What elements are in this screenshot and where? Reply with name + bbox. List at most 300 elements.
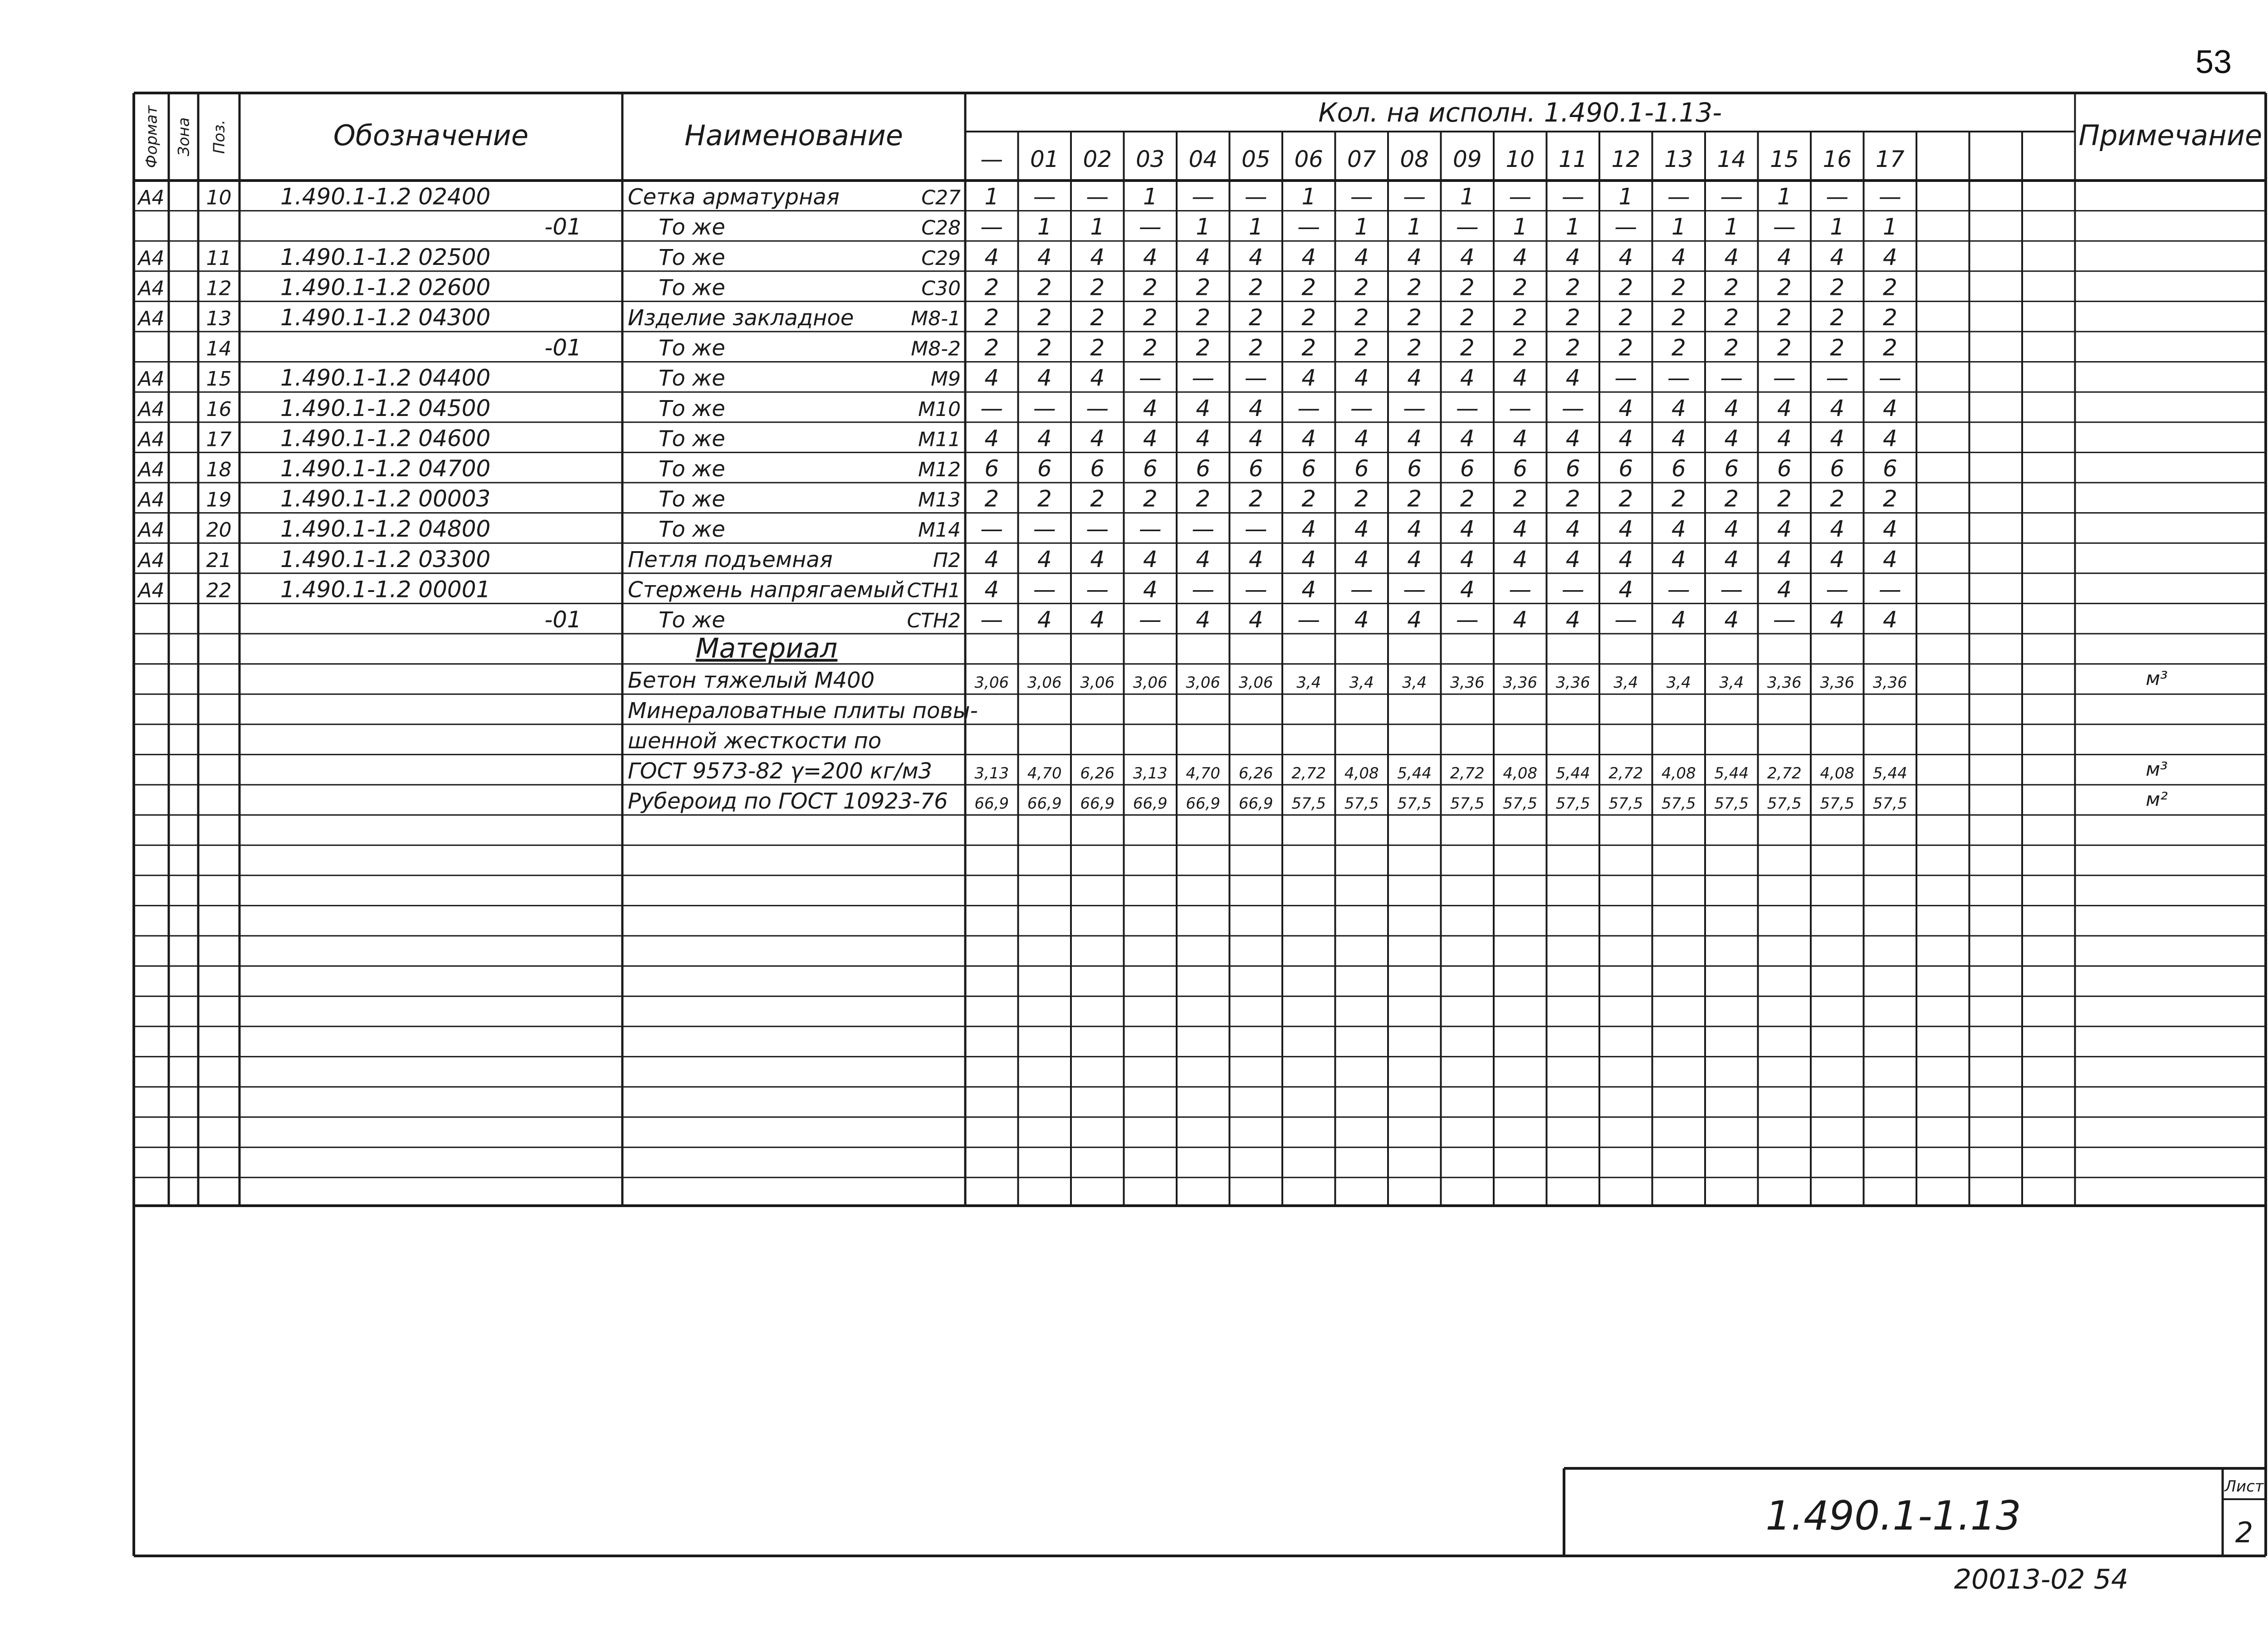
- qty-cell: 6: [1618, 455, 1633, 482]
- qty-cell: 3,06: [1238, 674, 1273, 692]
- qty-cell: 4: [984, 365, 999, 391]
- qty-cell: 4: [1618, 395, 1633, 421]
- qty-cell: 57,5: [1767, 794, 1802, 813]
- qty-cell: 2: [1090, 485, 1105, 512]
- qty-cell: 2: [1830, 334, 1845, 361]
- qty-cell: 1: [1565, 214, 1580, 240]
- qty-cell: 2: [1513, 304, 1528, 331]
- qty-cell: 57,5: [1397, 794, 1432, 813]
- qty-cell: 2: [1090, 304, 1105, 331]
- qty-cell: 1: [1196, 214, 1211, 240]
- qty-cell: 4: [1565, 606, 1580, 633]
- qty-cell: 6: [1090, 455, 1105, 482]
- qty-cell: —: [1350, 576, 1373, 603]
- qty-cell: 4: [1882, 244, 1897, 270]
- name-cell: То же: [659, 486, 725, 512]
- format-cell: А4: [138, 458, 165, 481]
- mark-cell: М9: [931, 367, 961, 391]
- qty-cell: 2: [1777, 274, 1792, 301]
- qty-cell: 2: [1830, 304, 1845, 331]
- qty-cell: 4: [1354, 365, 1369, 391]
- qty-cell: 2: [1618, 485, 1633, 512]
- qty-cell: 4: [1248, 395, 1263, 421]
- qty-cell: 3,06: [1186, 674, 1221, 692]
- qty-cell: 4: [1513, 546, 1528, 572]
- qty-cell: 1: [1354, 214, 1369, 240]
- qty-cell: —: [1297, 214, 1320, 240]
- qty-cell: 4: [1196, 425, 1211, 452]
- qty-cell: 4,08: [1344, 764, 1379, 782]
- qty-cell: 2: [1037, 485, 1052, 512]
- designation-cell: 1.490.1-1.2 00001: [280, 576, 491, 603]
- qty-cell: 3,06: [974, 674, 1009, 692]
- qty-cell: 4,08: [1503, 764, 1538, 782]
- qty-cell: —: [1826, 576, 1849, 603]
- document-code: 1.490.1-1.13: [1765, 1492, 2021, 1539]
- name-cell: Изделие закладное: [628, 305, 854, 331]
- qty-cell: 6: [1671, 455, 1686, 482]
- qty-cell: 4: [1248, 425, 1263, 452]
- qty-cell: —: [1350, 395, 1373, 421]
- qty-cell: 6: [1724, 455, 1739, 482]
- format-cell: А4: [138, 548, 165, 572]
- qty-cell: 2: [1090, 334, 1105, 361]
- qty-cell: 1: [1301, 183, 1316, 210]
- qty-cell: 2: [1301, 274, 1316, 301]
- name-cell: Минераловатные плиты повы-: [628, 698, 978, 724]
- qty-cell: —: [1086, 395, 1109, 421]
- qty-cell: —: [1086, 183, 1109, 210]
- qty-cell: 3,4: [1666, 674, 1691, 692]
- qty-cell: 1: [1460, 183, 1475, 210]
- variant-header: 16: [1823, 146, 1852, 172]
- qty-cell: 57,5: [1661, 794, 1696, 813]
- note-cell: м³: [2146, 758, 2168, 780]
- qty-cell: 3,4: [1402, 674, 1427, 692]
- qty-cell: 4: [1301, 425, 1316, 452]
- variant-header: 09: [1452, 146, 1482, 172]
- footer-stamp: 20013-02 54: [1954, 1564, 2129, 1595]
- name-cell: То же: [659, 456, 725, 482]
- qty-cell: 4: [1301, 365, 1316, 391]
- mark-cell: М10: [918, 397, 961, 421]
- variant-header: 05: [1241, 146, 1271, 172]
- qty-cell: 4: [1248, 606, 1263, 633]
- qty-cell: 2: [1460, 274, 1475, 301]
- mark-cell: М8-2: [911, 337, 961, 361]
- qty-cell: 66,9: [1080, 794, 1115, 813]
- mark-cell: СТН2: [907, 609, 961, 632]
- qty-cell: 2: [1513, 274, 1528, 301]
- qty-cell: —: [1509, 183, 1532, 210]
- qty-cell: 1: [1618, 183, 1633, 210]
- name-cell: Сетка арматурная: [628, 184, 840, 210]
- name-cell: То же: [659, 396, 725, 421]
- name-cell: Рубероид по ГОСТ 10923-76: [628, 788, 948, 814]
- qty-cell: 4: [1618, 425, 1633, 452]
- qty-cell: 2,72: [1450, 764, 1485, 782]
- qty-cell: 4: [1143, 576, 1158, 603]
- qty-cell: 5,44: [1872, 764, 1907, 782]
- qty-cell: —: [1456, 395, 1479, 421]
- qty-cell: 4: [1143, 425, 1158, 452]
- qty-cell: 4: [1460, 244, 1475, 270]
- qty-cell: 3,36: [1555, 674, 1590, 692]
- qty-cell: 2: [1407, 304, 1422, 331]
- qty-cell: 4: [1724, 516, 1739, 543]
- format-cell: А4: [138, 246, 165, 270]
- qty-cell: 2: [1882, 274, 1897, 301]
- qty-cell: 2: [984, 304, 999, 331]
- qty-cell: 2: [1618, 334, 1633, 361]
- designation-cell: -01: [544, 334, 582, 361]
- qty-cell: 57,5: [1714, 794, 1749, 813]
- qty-cell: 2: [1882, 304, 1897, 331]
- qty-cell: 66,9: [974, 794, 1009, 813]
- qty-cell: 2: [1460, 334, 1475, 361]
- qty-cell: 6: [1777, 455, 1792, 482]
- pos-cell: 11: [206, 246, 232, 270]
- qty-cell: 3,06: [1133, 674, 1168, 692]
- qty-cell: —: [1192, 516, 1215, 543]
- qty-cell: 4: [1196, 606, 1211, 633]
- qty-cell: 57,5: [1344, 794, 1379, 813]
- qty-cell: 4: [1565, 546, 1580, 572]
- qty-cell: 6: [1830, 455, 1845, 482]
- qty-cell: —: [1614, 214, 1637, 240]
- qty-cell: 4: [1407, 516, 1422, 543]
- qty-cell: 6: [1143, 455, 1158, 482]
- qty-cell: —: [1456, 214, 1479, 240]
- qty-cell: 4: [1248, 546, 1263, 572]
- name-cell: То же: [659, 335, 725, 361]
- qty-cell: —: [1773, 606, 1796, 633]
- qty-cell: 2: [1301, 485, 1316, 512]
- qty-cell: 1: [1671, 214, 1686, 240]
- name-cell: То же: [659, 215, 725, 240]
- qty-cell: 57,5: [1872, 794, 1907, 813]
- qty-cell: —: [1509, 576, 1532, 603]
- designation-cell: 1.490.1-1.2 00003: [280, 485, 491, 512]
- qty-cell: —: [1139, 214, 1162, 240]
- qty-cell: —: [1139, 606, 1162, 633]
- qty-cell: 2: [1248, 274, 1263, 301]
- note-cell: м³: [2146, 667, 2168, 690]
- qty-cell: —: [1403, 576, 1426, 603]
- qty-cell: —: [1192, 576, 1215, 603]
- mark-cell: С29: [921, 246, 961, 270]
- name-cell: Бетон тяжелый М400: [628, 668, 875, 694]
- qty-cell: 6: [1037, 455, 1052, 482]
- name-cell: То же: [659, 607, 725, 633]
- format-cell: А4: [138, 518, 165, 542]
- designation-cell: 1.490.1-1.2 02600: [280, 274, 491, 301]
- qty-cell: 4: [1143, 395, 1158, 421]
- designation-cell: 1.490.1-1.2 04500: [280, 395, 491, 421]
- qty-cell: 4: [1090, 244, 1105, 270]
- qty-cell: 6: [1301, 455, 1316, 482]
- qty-cell: 57,5: [1503, 794, 1538, 813]
- qty-cell: 2: [1143, 274, 1158, 301]
- qty-cell: 3,4: [1349, 674, 1374, 692]
- qty-cell: 57,5: [1450, 794, 1485, 813]
- qty-cell: 4: [984, 576, 999, 603]
- qty-cell: 4: [1830, 244, 1845, 270]
- qty-cell: —: [1878, 365, 1901, 391]
- variant-header: 10: [1505, 146, 1535, 172]
- qty-cell: 2: [1354, 304, 1369, 331]
- qty-cell: 3,4: [1719, 674, 1744, 692]
- qty-cell: 4: [984, 244, 999, 270]
- qty-cell: —: [1139, 516, 1162, 543]
- name-cell: То же: [659, 426, 725, 452]
- qty-cell: 4: [1777, 395, 1792, 421]
- qty-cell: 2: [1777, 304, 1792, 331]
- qty-cell: 2,72: [1608, 764, 1643, 782]
- qty-cell: 2: [1090, 274, 1105, 301]
- qty-cell: —: [1350, 183, 1373, 210]
- qty-cell: 1: [1724, 214, 1739, 240]
- qty-cell: 4: [1354, 516, 1369, 543]
- mark-cell: М12: [918, 458, 961, 481]
- qty-cell: 2: [1354, 274, 1369, 301]
- qty-cell: 2: [1407, 334, 1422, 361]
- name-cell: То же: [659, 244, 725, 270]
- variant-header: 17: [1875, 146, 1905, 172]
- format-cell: А4: [138, 579, 165, 602]
- qty-cell: 1: [1090, 214, 1105, 240]
- variant-header: 07: [1347, 146, 1376, 172]
- qty-cell: 2: [1724, 304, 1739, 331]
- qty-cell: 3,06: [1080, 674, 1115, 692]
- qty-cell: 2: [1143, 304, 1158, 331]
- qty-cell: 66,9: [1027, 794, 1062, 813]
- qty-cell: 2: [984, 485, 999, 512]
- qty-cell: 4: [1724, 395, 1739, 421]
- qty-cell: —: [1244, 365, 1267, 391]
- qty-cell: 4: [1037, 546, 1052, 572]
- qty-cell: 4: [1618, 244, 1633, 270]
- variant-header: 12: [1611, 146, 1641, 172]
- qty-cell: 4: [1882, 395, 1897, 421]
- qty-cell: 4: [1618, 576, 1633, 603]
- qty-cell: —: [980, 606, 1003, 633]
- pos-cell: 17: [206, 428, 232, 451]
- qty-cell: 2: [1037, 304, 1052, 331]
- qty-cell: 2: [1513, 334, 1528, 361]
- variant-header: 15: [1769, 146, 1799, 172]
- qty-cell: 4: [1407, 546, 1422, 572]
- sheet-number: 2: [2235, 1516, 2253, 1549]
- qty-cell: 4: [1196, 395, 1211, 421]
- variant-header: 14: [1717, 146, 1746, 172]
- qty-cell: 4: [1196, 546, 1211, 572]
- qty-cell: —: [1033, 576, 1056, 603]
- qty-cell: 2: [1037, 334, 1052, 361]
- qty-cell: 4: [1671, 606, 1686, 633]
- qty-cell: 4: [1830, 516, 1845, 543]
- qty-cell: 4: [1513, 365, 1528, 391]
- qty-cell: —: [1826, 183, 1849, 210]
- qty-cell: 2: [1882, 334, 1897, 361]
- qty-cell: 4: [1407, 425, 1422, 452]
- designation-cell: 1.490.1-1.2 04600: [280, 425, 491, 452]
- qty-cell: 4: [1301, 546, 1316, 572]
- pos-cell: 15: [206, 367, 232, 391]
- name-cell: То же: [659, 366, 725, 391]
- qty-cell: 2: [1724, 334, 1739, 361]
- table-text: [137, 97, 2264, 1595]
- format-cell: А4: [138, 488, 165, 512]
- qty-cell: —: [1667, 576, 1690, 603]
- qty-cell: 3,13: [1133, 764, 1168, 782]
- pos-cell: 22: [206, 579, 232, 602]
- header-designation: Обозначение: [333, 119, 529, 152]
- format-cell: А4: [138, 307, 165, 330]
- qty-cell: 5,44: [1555, 764, 1590, 782]
- qty-cell: 4: [1301, 576, 1316, 603]
- qty-cell: 4: [1090, 606, 1105, 633]
- name-cell: ГОСТ 9573-82 γ=200 кг/м3: [628, 758, 933, 784]
- qty-cell: 4: [1882, 546, 1897, 572]
- qty-cell: 2: [984, 334, 999, 361]
- qty-cell: 2: [1565, 274, 1580, 301]
- pos-cell: 20: [206, 518, 232, 542]
- qty-cell: 2: [1830, 274, 1845, 301]
- qty-cell: 4: [1565, 425, 1580, 452]
- qty-cell: 6: [1407, 455, 1422, 482]
- qty-cell: 4: [1830, 425, 1845, 452]
- qty-cell: —: [1509, 395, 1532, 421]
- qty-cell: 4: [1777, 576, 1792, 603]
- qty-cell: 2: [1248, 485, 1263, 512]
- qty-cell: 1: [1143, 183, 1158, 210]
- qty-cell: —: [1192, 183, 1215, 210]
- qty-cell: —: [1561, 395, 1584, 421]
- qty-cell: 2: [1618, 304, 1633, 331]
- qty-cell: 4: [1882, 516, 1897, 543]
- qty-cell: —: [1773, 365, 1796, 391]
- qty-cell: 2: [1671, 485, 1686, 512]
- qty-cell: 6: [1196, 455, 1211, 482]
- pos-cell: 13: [206, 307, 232, 330]
- qty-cell: 3,36: [1767, 674, 1802, 692]
- format-cell: А4: [138, 186, 165, 210]
- pos-cell: 18: [206, 458, 232, 481]
- qty-cell: 6: [984, 455, 999, 482]
- qty-cell: 4: [1513, 606, 1528, 633]
- name-cell: шенной жесткости по: [628, 728, 882, 754]
- qty-cell: 4: [984, 425, 999, 452]
- qty-cell: —: [1720, 365, 1743, 391]
- pos-cell: 12: [206, 277, 232, 300]
- header-zone: Зона: [175, 117, 193, 156]
- qty-cell: —: [980, 516, 1003, 543]
- qty-cell: 4: [1671, 395, 1686, 421]
- qty-cell: 4: [1724, 606, 1739, 633]
- name-cell: То же: [659, 517, 725, 543]
- qty-cell: 4: [1565, 516, 1580, 543]
- qty-cell: 2: [1565, 485, 1580, 512]
- section-heading: Материал: [695, 632, 838, 665]
- qty-cell: 2: [1301, 334, 1316, 361]
- qty-cell: —: [1086, 576, 1109, 603]
- qty-cell: —: [1297, 606, 1320, 633]
- variant-header: 02: [1083, 146, 1112, 172]
- qty-cell: 2: [1196, 334, 1211, 361]
- qty-cell: 2: [1671, 334, 1686, 361]
- qty-cell: 4: [1830, 606, 1845, 633]
- qty-cell: 4: [1143, 244, 1158, 270]
- qty-cell: 4: [1671, 244, 1686, 270]
- qty-cell: —: [1403, 183, 1426, 210]
- qty-cell: —: [1878, 576, 1901, 603]
- qty-cell: —: [1614, 365, 1637, 391]
- qty-cell: 4: [1037, 244, 1052, 270]
- sheet-label: Лист: [2224, 1477, 2264, 1496]
- format-cell: А4: [138, 367, 165, 391]
- mark-cell: С30: [921, 277, 961, 300]
- qty-cell: —: [1773, 214, 1796, 240]
- mark-cell: С27: [921, 186, 961, 210]
- qty-cell: 2: [1777, 334, 1792, 361]
- qty-cell: —: [1139, 365, 1162, 391]
- qty-cell: 4: [1671, 546, 1686, 572]
- qty-cell: 2: [1354, 334, 1369, 361]
- qty-cell: 4: [1090, 546, 1105, 572]
- variant-header: 03: [1135, 146, 1165, 172]
- pos-cell: 14: [206, 337, 232, 361]
- qty-cell: 4: [1618, 516, 1633, 543]
- qty-cell: 4: [1037, 425, 1052, 452]
- qty-cell: 6,26: [1080, 764, 1115, 782]
- qty-cell: —: [1033, 395, 1056, 421]
- qty-cell: 1: [1513, 214, 1528, 240]
- qty-cell: —: [1720, 183, 1743, 210]
- qty-cell: 4: [1565, 244, 1580, 270]
- qty-cell: 4: [1460, 425, 1475, 452]
- qty-cell: 57,5: [1820, 794, 1855, 813]
- qty-cell: —: [1244, 576, 1267, 603]
- qty-cell: 57,5: [1608, 794, 1643, 813]
- variant-header: 06: [1294, 146, 1324, 172]
- header-qty: Кол. на исполн. 1.490.1-1.13-: [1318, 97, 1722, 128]
- qty-cell: 4: [1882, 606, 1897, 633]
- designation-cell: 1.490.1-1.2 02500: [280, 244, 491, 270]
- qty-cell: 6: [1354, 455, 1369, 482]
- qty-cell: 2: [1143, 334, 1158, 361]
- qty-cell: —: [1878, 183, 1901, 210]
- qty-cell: —: [1033, 516, 1056, 543]
- qty-cell: 2: [1724, 274, 1739, 301]
- qty-cell: 4: [1196, 244, 1211, 270]
- name-cell: Стержень напрягаемый: [628, 577, 905, 603]
- header-format: Формат: [142, 105, 161, 168]
- page-number: 53: [2195, 44, 2232, 80]
- qty-cell: 3,36: [1450, 674, 1485, 692]
- qty-cell: 66,9: [1186, 794, 1221, 813]
- qty-cell: 2: [1354, 485, 1369, 512]
- qty-cell: 4: [1513, 425, 1528, 452]
- designation-cell: 1.490.1-1.2 04700: [280, 455, 491, 482]
- qty-cell: 5,44: [1714, 764, 1749, 782]
- mark-cell: М13: [918, 488, 961, 512]
- name-cell: Петля подъемная: [628, 547, 833, 572]
- qty-cell: 4: [1301, 516, 1316, 543]
- qty-cell: 2: [1460, 304, 1475, 331]
- qty-cell: —: [1297, 395, 1320, 421]
- qty-cell: 4: [1460, 365, 1475, 391]
